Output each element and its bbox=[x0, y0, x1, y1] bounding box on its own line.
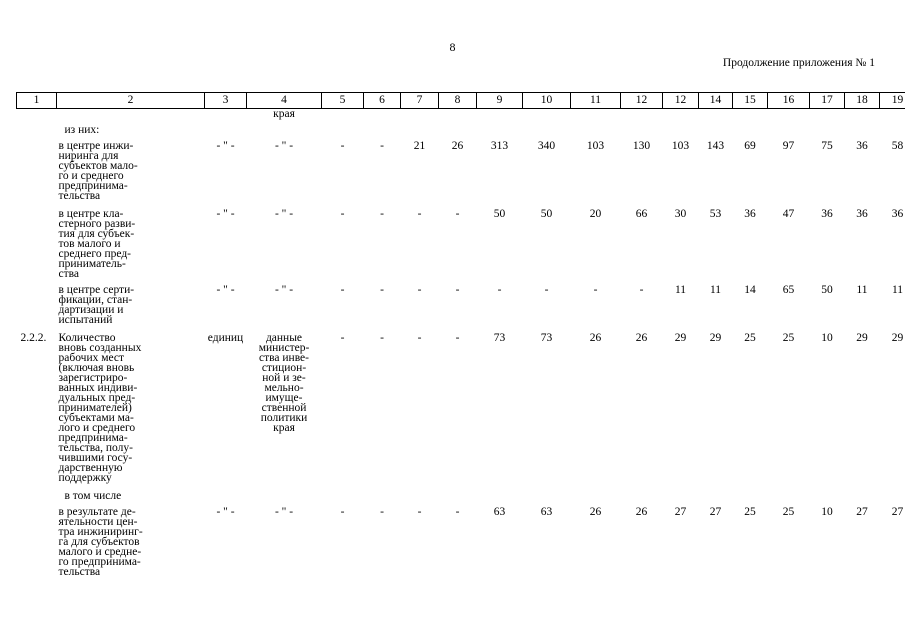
row-unit bbox=[205, 279, 247, 325]
row-value-text: - bbox=[340, 332, 345, 344]
header-col: 17 bbox=[810, 93, 845, 109]
row-value-text: - bbox=[639, 284, 644, 296]
row-value bbox=[523, 201, 571, 279]
row-value-text: 50 bbox=[540, 208, 553, 220]
row-value bbox=[810, 483, 845, 501]
header-col: 6 bbox=[364, 93, 401, 109]
row-value bbox=[477, 325, 523, 483]
row-source bbox=[247, 483, 322, 501]
row-value bbox=[880, 483, 905, 501]
header-col: 16 bbox=[768, 93, 810, 109]
table-row bbox=[17, 325, 905, 483]
row-source-text: - " - bbox=[274, 284, 294, 296]
row-value bbox=[439, 279, 477, 325]
row-value bbox=[477, 201, 523, 279]
row-value bbox=[880, 201, 905, 279]
row-value bbox=[880, 135, 905, 201]
row-value bbox=[364, 483, 401, 501]
row-value bbox=[621, 483, 663, 501]
row-value-text: - bbox=[340, 140, 345, 152]
row-value bbox=[571, 325, 621, 483]
row-value bbox=[477, 501, 523, 577]
row-value bbox=[364, 119, 401, 135]
row-value-text: - bbox=[380, 332, 384, 344]
row-value bbox=[439, 501, 477, 577]
row-value bbox=[322, 201, 364, 279]
row-value bbox=[523, 279, 571, 325]
row-value bbox=[477, 483, 523, 501]
row-value-text: - bbox=[455, 284, 460, 296]
row-value bbox=[699, 483, 733, 501]
row-value bbox=[401, 279, 439, 325]
row-value bbox=[880, 501, 905, 577]
row-indicator-text: в центре серти- фикации, стан- дартизации и испытаний bbox=[58, 284, 135, 326]
row-number bbox=[17, 483, 57, 501]
row-value-text: 25 bbox=[744, 332, 756, 344]
row-indicator-text: Количество вновь созданных рабочих мест (включая вновь зарегистриро- ванных индиви- дуальных пред- принимателей) субъектами ма- лого и среднего предпринима- тельства, полу- чившими госу- дарственную поддержку bbox=[58, 332, 142, 484]
row-value bbox=[523, 119, 571, 135]
row-value-text: 143 bbox=[706, 140, 725, 152]
row-unit-text: - " - bbox=[216, 506, 235, 518]
row-value-text: 26 bbox=[451, 140, 464, 152]
header-col: 8 bbox=[439, 93, 477, 109]
row-value bbox=[401, 119, 439, 135]
row-value-text: - bbox=[340, 284, 345, 296]
row-value bbox=[571, 501, 621, 577]
row-value-text: 11 bbox=[709, 284, 722, 296]
row-value-text: 36 bbox=[891, 208, 904, 220]
row-value bbox=[523, 483, 571, 501]
row-value bbox=[364, 325, 401, 483]
row-indicator bbox=[57, 135, 205, 201]
row-value-text: 11 bbox=[856, 284, 868, 296]
row-number bbox=[17, 119, 57, 135]
table-row bbox=[17, 201, 905, 279]
table-row bbox=[17, 501, 905, 577]
row-value-text: - bbox=[380, 208, 384, 220]
row-source-text: - " - bbox=[274, 506, 294, 518]
row-value bbox=[322, 325, 364, 483]
row-unit-text: - " - bbox=[216, 140, 235, 152]
row-value-text: 25 bbox=[744, 506, 756, 518]
data-table bbox=[16, 92, 905, 577]
header-col: 4 bbox=[247, 93, 322, 109]
row-value-text: 21 bbox=[413, 140, 426, 152]
row-source bbox=[247, 279, 322, 325]
row-value bbox=[733, 201, 768, 279]
row-value bbox=[401, 501, 439, 577]
row-value bbox=[810, 325, 845, 483]
row-value bbox=[699, 135, 733, 201]
row-value bbox=[663, 501, 699, 577]
row-value bbox=[880, 119, 905, 135]
row-indicator-text: в центре кла- стерного разви- тия для субъек- тов малого и среднего пред- приниматель- ства bbox=[58, 208, 136, 280]
header-col: 12 bbox=[621, 93, 663, 109]
row-value bbox=[810, 119, 845, 135]
row-value bbox=[768, 501, 810, 577]
row-number bbox=[17, 135, 57, 201]
row-unit bbox=[205, 501, 247, 577]
row-value-text: 53 bbox=[709, 208, 722, 220]
row-value bbox=[523, 325, 571, 483]
row-value bbox=[880, 325, 905, 483]
row-value bbox=[699, 201, 733, 279]
row-value bbox=[439, 119, 477, 135]
row-source bbox=[247, 501, 322, 577]
row-value-text: 29 bbox=[856, 332, 868, 344]
row-value bbox=[810, 279, 845, 325]
row-number bbox=[17, 201, 57, 279]
row-value-text: - bbox=[380, 140, 384, 152]
row-value bbox=[401, 483, 439, 501]
row-value-text: - bbox=[455, 506, 460, 518]
row-value-text: - bbox=[544, 284, 549, 296]
row-unit bbox=[205, 135, 247, 201]
header-col: 7 bbox=[401, 93, 439, 109]
row-value bbox=[663, 483, 699, 501]
row-value bbox=[571, 483, 621, 501]
row-value-text: 63 bbox=[493, 506, 506, 518]
row-value-text: 50 bbox=[821, 284, 833, 296]
header-col: 18 bbox=[845, 93, 880, 109]
row-value bbox=[571, 201, 621, 279]
row-value bbox=[621, 279, 663, 325]
row-value bbox=[322, 135, 364, 201]
row-value-text: 36 bbox=[856, 208, 868, 220]
row-unit bbox=[205, 325, 247, 483]
header-col: 3 bbox=[205, 93, 247, 109]
row-value-text: - bbox=[417, 284, 422, 296]
header-col: 1 bbox=[17, 93, 57, 109]
row-indicator bbox=[57, 119, 205, 135]
row-value-text: 25 bbox=[782, 332, 795, 344]
row-value-text: 313 bbox=[490, 140, 509, 152]
row-value-text: 26 bbox=[589, 506, 602, 518]
row-source bbox=[247, 325, 322, 483]
header-row bbox=[17, 93, 905, 109]
row-indicator-text: в том числе bbox=[64, 490, 122, 502]
row-value bbox=[621, 201, 663, 279]
table-row bbox=[17, 135, 905, 201]
row-value bbox=[523, 501, 571, 577]
row-value-text: 58 bbox=[891, 140, 904, 152]
row-value bbox=[663, 135, 699, 201]
row-value-text: 30 bbox=[674, 208, 687, 220]
row-value bbox=[699, 279, 733, 325]
row-value bbox=[439, 201, 477, 279]
row-value bbox=[845, 201, 880, 279]
row-indicator-text: в результате де- ятельности цен- тра инжиниринг- га для субъектов малого и средне- го предпринима- тельства bbox=[58, 506, 143, 578]
row-value bbox=[699, 325, 733, 483]
row-value-text: 73 bbox=[493, 332, 506, 344]
row-number-text: 2.2.2. bbox=[20, 332, 47, 344]
row-value bbox=[621, 325, 663, 483]
row-value-text: 27 bbox=[891, 506, 904, 518]
carry-over-row bbox=[17, 109, 905, 120]
row-value-text: 29 bbox=[674, 332, 687, 344]
header-col: 19 bbox=[880, 93, 905, 109]
row-value bbox=[364, 279, 401, 325]
row-value bbox=[845, 501, 880, 577]
row-value-text: 26 bbox=[635, 332, 648, 344]
row-indicator-text: в центре инжи- ниринга для субъектов мало- го и среднего предпринима- тельства bbox=[58, 140, 138, 202]
row-value-text: 36 bbox=[856, 140, 868, 152]
table-body bbox=[17, 109, 905, 578]
carry-over-text: края bbox=[273, 108, 295, 120]
row-value bbox=[621, 501, 663, 577]
row-value bbox=[880, 279, 905, 325]
row-value bbox=[845, 483, 880, 501]
row-value-text: 63 bbox=[540, 506, 553, 518]
row-source-text: - " - bbox=[274, 140, 294, 152]
row-value-text: 47 bbox=[782, 208, 795, 220]
row-value bbox=[768, 279, 810, 325]
row-value bbox=[733, 279, 768, 325]
row-number bbox=[17, 279, 57, 325]
row-value-text: 26 bbox=[589, 332, 602, 344]
row-indicator bbox=[57, 279, 205, 325]
row-value bbox=[401, 325, 439, 483]
row-value bbox=[768, 201, 810, 279]
row-unit-text: - " - bbox=[216, 208, 235, 220]
row-value-text: 20 bbox=[589, 208, 602, 220]
row-unit bbox=[205, 483, 247, 501]
row-indicator bbox=[57, 201, 205, 279]
row-value-text: 103 bbox=[671, 140, 690, 152]
row-value-text: - bbox=[340, 506, 345, 518]
row-value-text: - bbox=[497, 284, 502, 296]
row-value bbox=[322, 119, 364, 135]
row-value bbox=[571, 119, 621, 135]
row-value-text: 66 bbox=[635, 208, 648, 220]
row-value-text: 73 bbox=[540, 332, 553, 344]
row-value-text: 97 bbox=[782, 140, 795, 152]
row-source bbox=[247, 135, 322, 201]
row-value-text: 25 bbox=[782, 506, 795, 518]
row-value bbox=[663, 201, 699, 279]
row-value bbox=[733, 483, 768, 501]
row-value bbox=[322, 501, 364, 577]
header-col: 14 bbox=[699, 93, 733, 109]
row-value bbox=[810, 201, 845, 279]
row-value-text: - bbox=[593, 284, 598, 296]
row-unit-text: - " - bbox=[216, 284, 235, 296]
row-unit bbox=[205, 201, 247, 279]
row-indicator-text: из них: bbox=[64, 124, 100, 136]
row-value bbox=[810, 135, 845, 201]
row-value bbox=[477, 119, 523, 135]
row-value-text: 11 bbox=[674, 284, 687, 296]
table-row bbox=[17, 483, 905, 501]
row-value bbox=[364, 201, 401, 279]
row-value-text: 27 bbox=[709, 506, 722, 518]
row-value-text: 11 bbox=[891, 284, 904, 296]
header-col: 2 bbox=[57, 93, 205, 109]
table-row bbox=[17, 119, 905, 135]
row-value bbox=[768, 483, 810, 501]
row-value bbox=[523, 135, 571, 201]
row-value-text: 36 bbox=[821, 208, 833, 220]
row-value-text: 36 bbox=[744, 208, 756, 220]
row-value bbox=[768, 119, 810, 135]
table-row bbox=[17, 279, 905, 325]
row-source bbox=[247, 119, 322, 135]
row-value-text: 29 bbox=[709, 332, 722, 344]
row-value bbox=[663, 325, 699, 483]
row-value-text: 14 bbox=[744, 284, 756, 296]
row-value-text: 10 bbox=[821, 506, 833, 518]
row-value bbox=[364, 135, 401, 201]
row-value bbox=[845, 325, 880, 483]
appendix-continuation-label: Продолжение приложения № 1 bbox=[722, 57, 875, 69]
header-col: 12 bbox=[663, 93, 699, 109]
row-value bbox=[733, 325, 768, 483]
row-value bbox=[733, 119, 768, 135]
row-source-text: - " - bbox=[274, 208, 294, 220]
row-value-text: 50 bbox=[493, 208, 506, 220]
row-indicator bbox=[57, 483, 205, 501]
row-value-text: 10 bbox=[821, 332, 833, 344]
row-value bbox=[571, 135, 621, 201]
row-value-text: - bbox=[380, 284, 384, 296]
row-value bbox=[768, 135, 810, 201]
row-value bbox=[845, 135, 880, 201]
row-value-text: - bbox=[417, 506, 422, 518]
row-value-text: 103 bbox=[586, 140, 605, 152]
row-value-text: 130 bbox=[632, 140, 651, 152]
row-value-text: - bbox=[455, 208, 460, 220]
row-value bbox=[768, 325, 810, 483]
row-value bbox=[699, 119, 733, 135]
row-value bbox=[621, 119, 663, 135]
header-col: 15 bbox=[733, 93, 768, 109]
row-value-text: 26 bbox=[635, 506, 648, 518]
row-value-text: - bbox=[417, 208, 422, 220]
row-value bbox=[322, 279, 364, 325]
row-value bbox=[477, 135, 523, 201]
row-value bbox=[733, 501, 768, 577]
header-col: 11 bbox=[571, 93, 621, 109]
row-indicator bbox=[57, 325, 205, 483]
row-value bbox=[439, 325, 477, 483]
row-value-text: 65 bbox=[782, 284, 795, 296]
row-value-text: 75 bbox=[821, 140, 833, 152]
row-value bbox=[845, 279, 880, 325]
row-value bbox=[401, 135, 439, 201]
header-col: 5 bbox=[322, 93, 364, 109]
row-value bbox=[810, 501, 845, 577]
row-unit-text: единиц bbox=[207, 332, 244, 344]
row-value bbox=[439, 135, 477, 201]
page-number: 8 bbox=[449, 40, 456, 54]
row-value-text: 27 bbox=[856, 506, 868, 518]
row-value-text: 27 bbox=[674, 506, 687, 518]
row-value bbox=[439, 483, 477, 501]
row-value bbox=[845, 119, 880, 135]
row-value-text: - bbox=[380, 506, 384, 518]
header-col: 10 bbox=[523, 93, 571, 109]
row-value-text: 340 bbox=[537, 140, 556, 152]
row-value bbox=[322, 483, 364, 501]
row-value bbox=[663, 119, 699, 135]
row-number bbox=[17, 325, 57, 483]
row-source-text: данные министер- ства инве- стицион- ной и зе- мельно- имуще- ственной политики края bbox=[258, 332, 310, 434]
row-value bbox=[699, 501, 733, 577]
row-unit bbox=[205, 119, 247, 135]
row-number bbox=[17, 501, 57, 577]
row-value bbox=[621, 135, 663, 201]
row-value-text: 69 bbox=[744, 140, 756, 152]
row-value-text: - bbox=[455, 332, 460, 344]
row-value bbox=[401, 201, 439, 279]
row-value bbox=[663, 279, 699, 325]
row-value bbox=[571, 279, 621, 325]
row-value bbox=[364, 501, 401, 577]
row-value bbox=[733, 135, 768, 201]
row-value-text: - bbox=[340, 208, 345, 220]
row-source bbox=[247, 201, 322, 279]
row-value-text: - bbox=[417, 332, 422, 344]
row-indicator bbox=[57, 501, 205, 577]
row-value bbox=[477, 279, 523, 325]
row-value-text: 29 bbox=[891, 332, 904, 344]
header-col: 9 bbox=[477, 93, 523, 109]
